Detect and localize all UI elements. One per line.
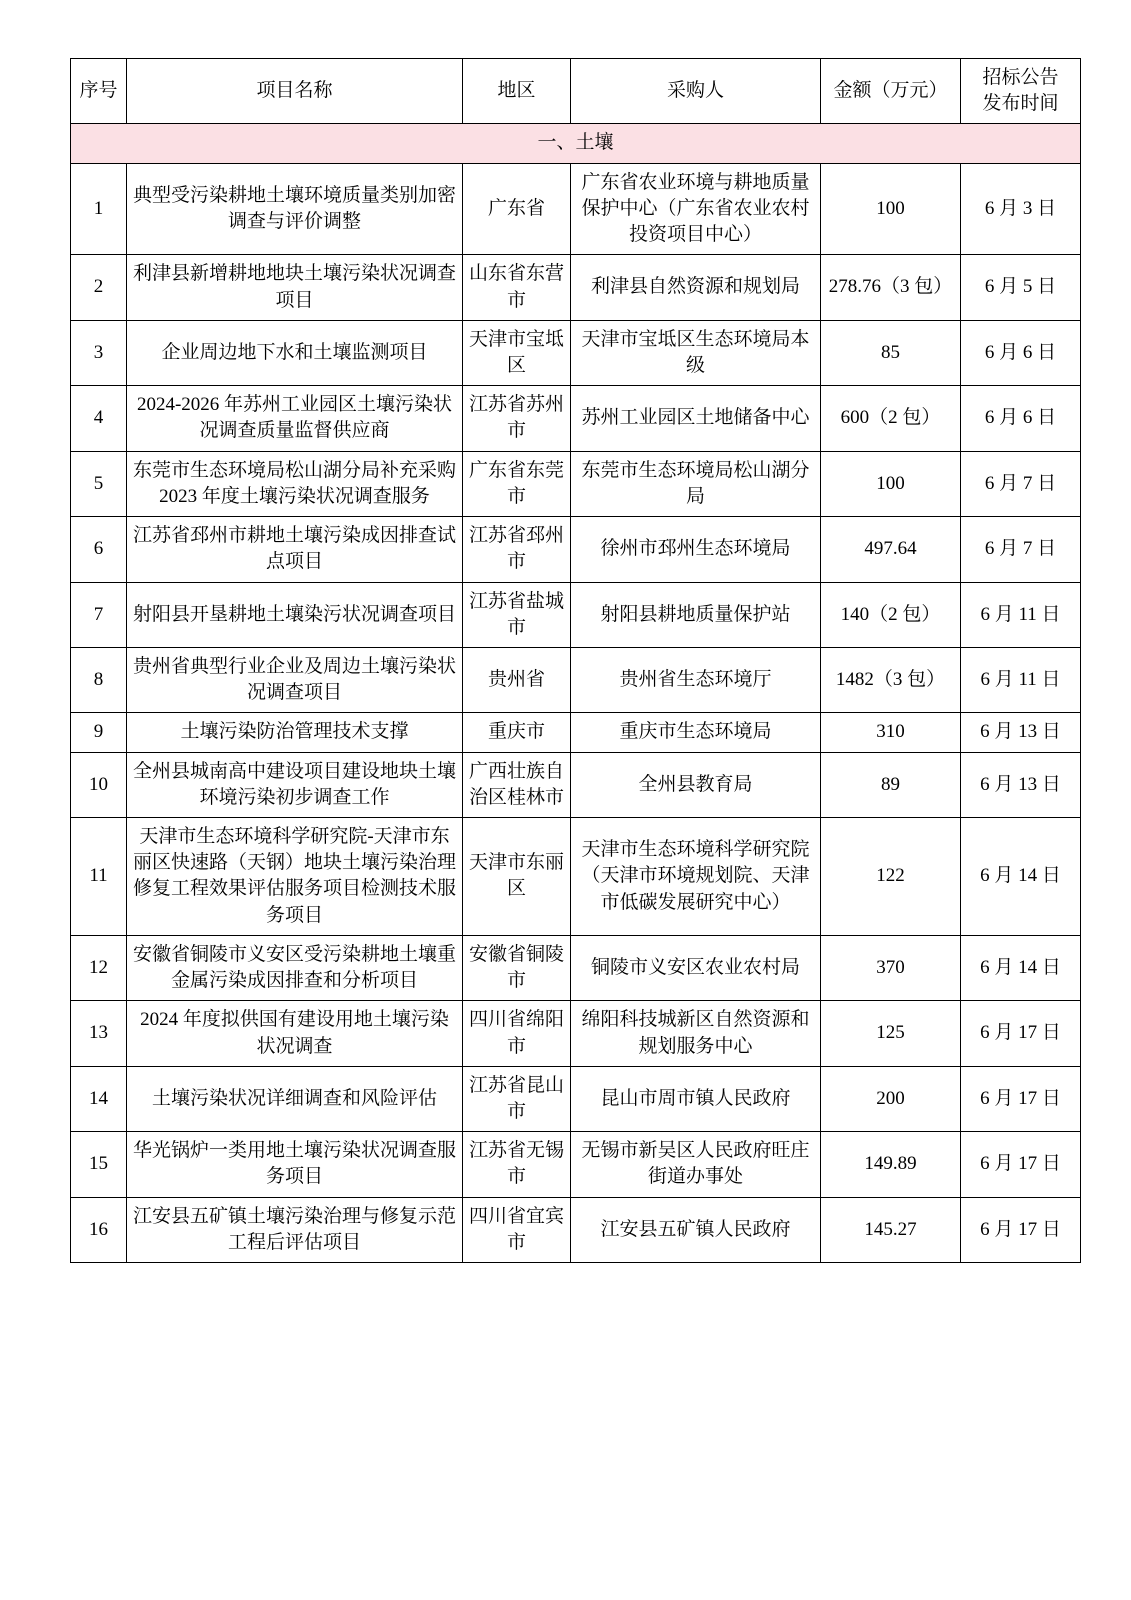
cell-buyer: 重庆市生态环境局 <box>571 713 821 752</box>
table-body <box>71 124 1081 1263</box>
cell-region: 江苏省邳州市 <box>463 517 571 582</box>
table-header-row <box>71 59 1081 124</box>
cell-amount: 100 <box>821 451 961 516</box>
header-index: 序号 <box>71 59 127 124</box>
cell-announce-time: 6 月 13 日 <box>961 713 1081 752</box>
cell-buyer: 射阳县耕地质量保护站 <box>571 582 821 647</box>
header-announce-time-line1: 招标公告 <box>982 67 1059 88</box>
cell-project-name: 土壤污染防治管理技术支撑 <box>127 713 463 752</box>
cell-index: 4 <box>71 386 127 451</box>
procurement-table <box>70 58 1081 1263</box>
cell-announce-time: 6 月 3 日 <box>961 163 1081 255</box>
cell-project-name: 全州县城南高中建设项目建设地块土壤环境污染初步调查工作 <box>127 752 463 817</box>
cell-project-name: 利津县新增耕地地块土壤污染状况调查项目 <box>127 255 463 320</box>
cell-index: 14 <box>71 1066 127 1131</box>
table-row <box>71 1001 1081 1066</box>
cell-amount: 149.89 <box>821 1132 961 1197</box>
cell-index: 8 <box>71 647 127 712</box>
cell-project-name: 天津市生态环境科学研究院-天津市东丽区快速路（天钢）地块土壤污染治理修复工程效果评估服务项目检测技术服务项目 <box>127 818 463 936</box>
cell-buyer: 东莞市生态环境局松山湖分局 <box>571 451 821 516</box>
cell-announce-time: 6 月 13 日 <box>961 752 1081 817</box>
cell-announce-time: 6 月 17 日 <box>961 1001 1081 1066</box>
cell-region: 天津市宝坻区 <box>463 320 571 385</box>
cell-announce-time: 6 月 14 日 <box>961 935 1081 1000</box>
cell-amount: 145.27 <box>821 1197 961 1262</box>
cell-announce-time: 6 月 17 日 <box>961 1066 1081 1131</box>
cell-amount: 1482（3 包） <box>821 647 961 712</box>
table-row <box>71 1132 1081 1197</box>
table-header <box>71 59 1081 124</box>
cell-project-name: 射阳县开垦耕地土壤染污状况调查项目 <box>127 582 463 647</box>
header-amount: 金额（万元） <box>821 59 961 124</box>
table-row <box>71 451 1081 516</box>
table-row <box>71 818 1081 936</box>
table-row <box>71 935 1081 1000</box>
cell-buyer: 铜陵市义安区农业农村局 <box>571 935 821 1000</box>
cell-region: 江苏省无锡市 <box>463 1132 571 1197</box>
cell-announce-time: 6 月 17 日 <box>961 1132 1081 1197</box>
cell-index: 9 <box>71 713 127 752</box>
cell-index: 12 <box>71 935 127 1000</box>
header-announce-time-line2: 发布时间 <box>982 93 1059 115</box>
section-title: 一、土壤 <box>71 124 1081 163</box>
header-buyer: 采购人 <box>571 59 821 124</box>
cell-buyer: 江安县五矿镇人民政府 <box>571 1197 821 1262</box>
cell-announce-time: 6 月 6 日 <box>961 320 1081 385</box>
cell-project-name: 2024-2026 年苏州工业园区土壤污染状况调查质量监督供应商 <box>127 386 463 451</box>
cell-region: 天津市东丽区 <box>463 818 571 936</box>
cell-region: 广西壮族自治区桂林市 <box>463 752 571 817</box>
cell-region: 广东省东莞市 <box>463 451 571 516</box>
cell-buyer: 利津县自然资源和规划局 <box>571 255 821 320</box>
cell-index: 6 <box>71 517 127 582</box>
cell-amount: 85 <box>821 320 961 385</box>
cell-amount: 122 <box>821 818 961 936</box>
cell-announce-time: 6 月 11 日 <box>961 647 1081 712</box>
cell-announce-time: 6 月 7 日 <box>961 451 1081 516</box>
cell-amount: 278.76（3 包） <box>821 255 961 320</box>
cell-amount: 497.64 <box>821 517 961 582</box>
cell-project-name: 江苏省邳州市耕地土壤污染成因排查试点项目 <box>127 517 463 582</box>
header-region: 地区 <box>463 59 571 124</box>
cell-region: 四川省绵阳市 <box>463 1001 571 1066</box>
table-row <box>71 320 1081 385</box>
cell-amount: 140（2 包） <box>821 582 961 647</box>
cell-buyer: 天津市生态环境科学研究院（天津市环境规划院、天津市低碳发展研究中心） <box>571 818 821 936</box>
table-row <box>71 386 1081 451</box>
table-row <box>71 1066 1081 1131</box>
cell-buyer: 无锡市新吴区人民政府旺庄街道办事处 <box>571 1132 821 1197</box>
cell-project-name: 企业周边地下水和土壤监测项目 <box>127 320 463 385</box>
cell-index: 11 <box>71 818 127 936</box>
table-row <box>71 255 1081 320</box>
cell-index: 2 <box>71 255 127 320</box>
table-row <box>71 1197 1081 1262</box>
cell-buyer: 全州县教育局 <box>571 752 821 817</box>
cell-buyer: 贵州省生态环境厅 <box>571 647 821 712</box>
cell-buyer: 徐州市邳州生态环境局 <box>571 517 821 582</box>
cell-project-name: 东莞市生态环境局松山湖分局补充采购 2023 年度土壤污染状况调查服务 <box>127 451 463 516</box>
cell-announce-time: 6 月 7 日 <box>961 517 1081 582</box>
table-row <box>71 713 1081 752</box>
cell-region: 重庆市 <box>463 713 571 752</box>
cell-index: 5 <box>71 451 127 516</box>
cell-announce-time: 6 月 6 日 <box>961 386 1081 451</box>
cell-amount: 310 <box>821 713 961 752</box>
cell-project-name: 典型受污染耕地土壤环境质量类别加密调查与评价调整 <box>127 163 463 255</box>
cell-announce-time: 6 月 5 日 <box>961 255 1081 320</box>
cell-project-name: 2024 年度拟供国有建设用地土壤污染状况调查 <box>127 1001 463 1066</box>
cell-region: 贵州省 <box>463 647 571 712</box>
cell-amount: 200 <box>821 1066 961 1131</box>
cell-project-name: 贵州省典型行业企业及周边土壤污染状况调查项目 <box>127 647 463 712</box>
cell-index: 13 <box>71 1001 127 1066</box>
cell-project-name: 江安县五矿镇土壤污染治理与修复示范工程后评估项目 <box>127 1197 463 1262</box>
table-row <box>71 517 1081 582</box>
cell-project-name: 安徽省铜陵市义安区受污染耕地土壤重金属污染成因排查和分析项目 <box>127 935 463 1000</box>
table-row <box>71 582 1081 647</box>
cell-project-name: 华光锅炉一类用地土壤污染状况调查服务项目 <box>127 1132 463 1197</box>
cell-amount: 89 <box>821 752 961 817</box>
cell-buyer: 广东省农业环境与耕地质量保护中心（广东省农业农村投资项目中心） <box>571 163 821 255</box>
cell-amount: 125 <box>821 1001 961 1066</box>
cell-amount: 600（2 包） <box>821 386 961 451</box>
cell-index: 10 <box>71 752 127 817</box>
header-announce-time <box>961 59 1081 124</box>
cell-buyer: 绵阳科技城新区自然资源和规划服务中心 <box>571 1001 821 1066</box>
cell-announce-time: 6 月 14 日 <box>961 818 1081 936</box>
cell-index: 1 <box>71 163 127 255</box>
cell-region: 江苏省盐城市 <box>463 582 571 647</box>
cell-region: 山东省东营市 <box>463 255 571 320</box>
cell-project-name: 土壤污染状况详细调查和风险评估 <box>127 1066 463 1131</box>
cell-region: 四川省宜宾市 <box>463 1197 571 1262</box>
cell-index: 7 <box>71 582 127 647</box>
cell-region: 安徽省铜陵市 <box>463 935 571 1000</box>
cell-index: 15 <box>71 1132 127 1197</box>
table-row <box>71 163 1081 255</box>
table-row <box>71 752 1081 817</box>
cell-index: 16 <box>71 1197 127 1262</box>
table-row <box>71 647 1081 712</box>
cell-region: 广东省 <box>463 163 571 255</box>
cell-buyer: 天津市宝坻区生态环境局本级 <box>571 320 821 385</box>
section-header-row <box>71 124 1081 163</box>
cell-region: 江苏省昆山市 <box>463 1066 571 1131</box>
cell-region: 江苏省苏州市 <box>463 386 571 451</box>
cell-amount: 370 <box>821 935 961 1000</box>
cell-amount: 100 <box>821 163 961 255</box>
cell-index: 3 <box>71 320 127 385</box>
cell-announce-time: 6 月 17 日 <box>961 1197 1081 1262</box>
cell-announce-time: 6 月 11 日 <box>961 582 1081 647</box>
cell-buyer: 苏州工业园区土地储备中心 <box>571 386 821 451</box>
header-project-name: 项目名称 <box>127 59 463 124</box>
cell-buyer: 昆山市周市镇人民政府 <box>571 1066 821 1131</box>
